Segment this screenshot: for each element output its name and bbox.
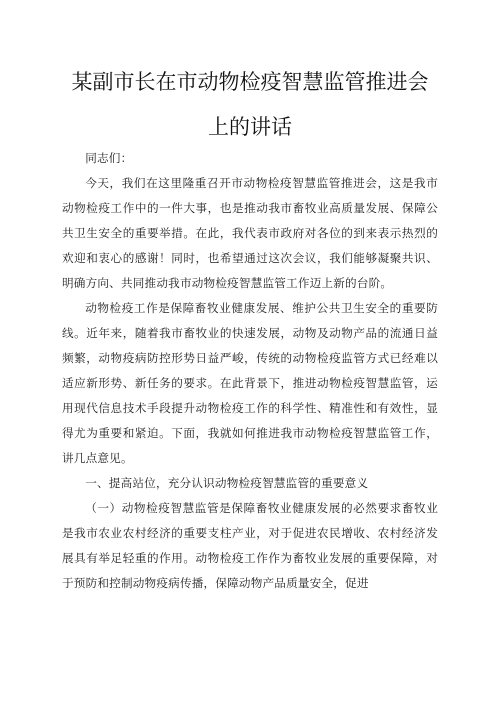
document-title-line-1: 某副市长在市动物检疫智慧监管推进会: [71, 70, 429, 94]
paragraph-subsection-1: （一）动物检疫智慧监管是保障畜牧业健康发展的必然要求畜牧业是我市农业农村经济的重要支柱产业，对于促进农民增收、农村经济发展具有举足轻重的作用。动物检疫工作作为畜牧业发展的重要保障，对于预防和控制动物疫病传播，保障动物产品质量安全，促进: [62, 501, 438, 590]
paragraph-background: 动物检疫工作是保障畜牧业健康发展、维护公共卫生安全的重要防线。近年来，随着我市畜牧业的快速发展，动物及动物产品的流通日益频繁，动物疫病防控形势日益严峻，传统的动物检疫监管方式已经难以适应新形势、新任务的要求。在此背景下，推进动物检疫智慧监管，运用现代信息技术手段提升动物检疫工作的科学性、精准性和有效性，显得尤为重要和紧迫。下面，我就如何推进我市动物检疫智慧监管工作，讲几点意见。: [62, 301, 438, 465]
salutation: 同志们：: [85, 151, 133, 165]
document-title-line-2: 上的讲话: [208, 115, 292, 139]
document-body: [62, 146, 438, 596]
section-heading-1: 一、提高站位，充分认识动物检疫智慧监管的重要意义: [85, 476, 369, 490]
paragraph-opening: 今天，我们在这里隆重召开市动物检疫智慧监管推进会，这是我市动物检疫工作中的一件大事，也是推动我市畜牧业高质量发展、保障公共卫生安全的重要举措。在此，我代表市政府对各位的到来表示热烈的欢迎和衷心的感谢！同时，也希望通过这次会议，我们能够凝聚共识、明确方向、共同推动我市动物检疫智慧监管工作迈上新的台阶。: [62, 176, 438, 290]
